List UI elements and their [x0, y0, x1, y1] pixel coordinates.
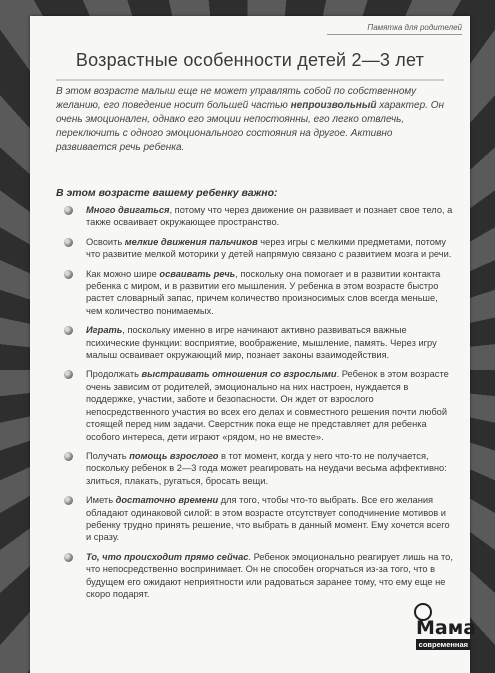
- item-text-post: в тот момент, когда у него что-то не получается, поскольку ребенок в 2—3 года может реагировать на неудачи весьма аффективно: злиться, плакать, ругаться, бросать вещи.: [86, 450, 447, 486]
- list-item: [50, 551, 454, 601]
- list-item: [50, 368, 454, 442]
- bullet-icon: [64, 206, 73, 215]
- bullet-icon: [64, 238, 73, 247]
- intro-text-1: В этом возрасте малыш еще не может управлять собой по собственному желанию, его поведение носит большей частью: [56, 86, 417, 111]
- item-text-pre: Получать: [86, 450, 130, 461]
- magazine-logo: [416, 617, 477, 669]
- item-text-em: осваивать речь: [159, 268, 236, 279]
- bullet-icon: [64, 553, 73, 562]
- advice-list: [50, 204, 454, 600]
- item-text-em: Много двигаться: [86, 205, 170, 215]
- list-item: [50, 204, 454, 229]
- bullet-icon: [64, 496, 73, 505]
- item-text-pre: Продолжать: [86, 369, 142, 380]
- list-item: [50, 236, 454, 261]
- item-text-em: достаточно времени: [115, 495, 219, 506]
- bullet-icon: [64, 452, 73, 461]
- intro-emphasis: непроизвольный: [290, 100, 377, 111]
- section-heading: В этом возрасте вашему ребенку важно:: [56, 187, 278, 199]
- item-text-post: для того, чтобы что-то выбрать. Все его желания обладают одинаковой силой: в этом возрасте отсутствует соподчинение мотивов и ребенку трудно принять решение, что выбрать в данный момент. Ему хочется всего и сразу.: [86, 495, 450, 543]
- item-text-post: , потому что через движение он развивает и познает свое тело, а также осваивает окружающее пространство.: [86, 205, 453, 228]
- bullet-icon: [64, 370, 73, 379]
- item-text-post: через игры с мелкими предметами, потому что развитие мелкой моторики у детей напрямую связано с развитием мозга и речи.: [86, 236, 452, 260]
- item-text-pre: Как можно шире: [86, 268, 160, 279]
- item-text-post: , поскольку именно в игре начинают активно развиваться важные психические функции: восприятие, воображение, мышление, память. Через игру малыш осваивает окружающий мир, познает законы взаимодействия.: [86, 325, 437, 361]
- item-text-post: . Ребенок в этом возрасте очень зависим от родителей, эмоционально на них настроен, нуждается в поддержке, участии, заботе и безопасности. Он ждет от взрослого непосредственного участия во всех его делах и совместного решения почти любой стоящей перед ним задачи. Сверстник пока еще не представляет для ребенка особого интереса, дети играют «рядом, но не вместе».: [86, 369, 449, 442]
- item-text-em: мелкие движения пальчиков: [124, 236, 258, 247]
- logo-subtitle: современная: [416, 639, 470, 650]
- bullet-icon: [64, 270, 73, 279]
- item-text-em: выстраивать отношения со взрослыми: [141, 369, 337, 380]
- logo-mark: Мама: [416, 617, 477, 639]
- item-text-post: . Ребенок эмоционально реагирует лишь на то, что непосредственно воспринимает. Он не способен огорчаться из-за того, что в будущем его ожидают неприятности или радоваться заранее тому, что ему еще не скоро подарят.: [86, 551, 453, 599]
- intro-paragraph: [56, 85, 448, 155]
- intro-text-2: характер. Он очень эмоционален, однако его эмоции непостоянны, его легко отвлечь, переключить с одного эмоционального состояния на другое. Активно развивается речь ребенка.: [56, 100, 444, 153]
- list-item: [50, 450, 454, 487]
- page-title: Возрастные особенности детей 2—3 лет: [75, 50, 425, 70]
- item-text-pre: Иметь: [86, 495, 116, 506]
- bullet-icon: [64, 326, 73, 335]
- list-item: [50, 494, 454, 544]
- item-text-em: Играть: [86, 325, 123, 336]
- title-divider: [56, 79, 444, 81]
- header-note: Памятка для родителей: [327, 23, 462, 35]
- list-item: [50, 268, 454, 318]
- item-text-em: То, что происходит прямо сейчас: [86, 551, 249, 562]
- item-text-post: , поскольку она помогает и в развитии контакта ребенка с миром, и в развитии его мышления. У ребенка в этом возрасте быстро растет словарный запас, причем количество произносимых слов всегда меньше, чем количество понимаемых.: [86, 268, 441, 316]
- item-text-em: помощь взрослого: [129, 450, 219, 461]
- item-text-pre: Освоить: [86, 236, 125, 247]
- document-page: [30, 16, 477, 673]
- list-item: [50, 324, 454, 361]
